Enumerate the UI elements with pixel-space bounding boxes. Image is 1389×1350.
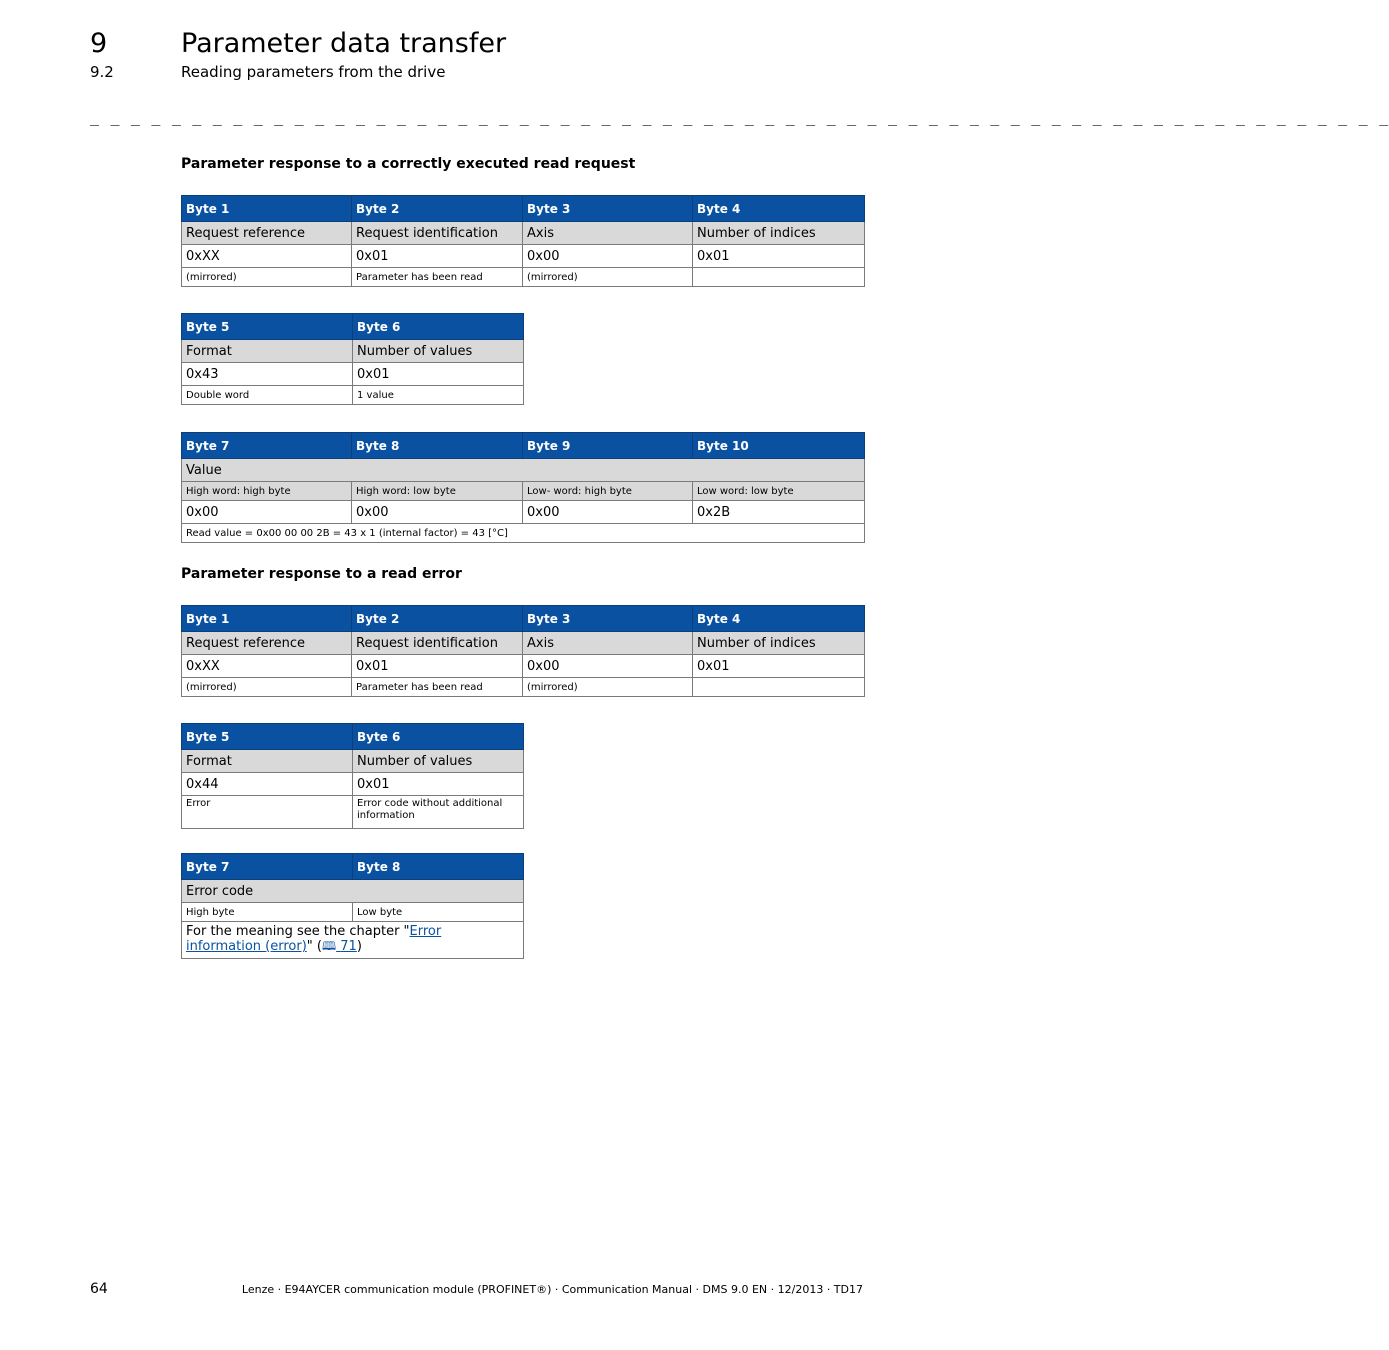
header-cell: Byte 2 xyxy=(352,196,523,222)
note-cell: (mirrored) xyxy=(523,678,693,697)
label-cell: Format xyxy=(182,750,353,773)
sublabel-cell: Low- word: high byte xyxy=(523,482,693,501)
footer-text: Lenze · E94AYCER communication module (PROFINET®) · Communication Manual · DMS 9.0 EN · 12/2013 · TD17 xyxy=(241,1283,863,1296)
note-cell xyxy=(693,268,865,287)
text-after: ) xyxy=(356,939,362,954)
value-cell: 0x01 xyxy=(693,245,865,268)
value-cell: 0x00 xyxy=(523,655,693,678)
label-cell: Number of indices xyxy=(693,632,865,655)
error-meaning-cell xyxy=(182,922,524,959)
note-cell: (mirrored) xyxy=(182,268,352,287)
header-cell: Byte 9 xyxy=(523,433,693,459)
value-cell: 0xXX xyxy=(182,245,352,268)
value-cell: 0x2B xyxy=(693,501,865,524)
header-cell: Byte 8 xyxy=(352,433,523,459)
page-reference-link[interactable] xyxy=(322,939,357,954)
header-cell: Byte 10 xyxy=(693,433,865,459)
heading-correct-read: Parameter response to a correctly executed read request xyxy=(181,156,636,172)
header-cell: Byte 1 xyxy=(182,196,352,222)
table-correct-bytes-7-10 xyxy=(181,432,865,543)
heading-read-error: Parameter response to a read error xyxy=(181,566,462,582)
label-cell: Format xyxy=(182,340,353,363)
label-cell: Request identification xyxy=(352,632,523,655)
value-cell: 0x01 xyxy=(693,655,865,678)
section-number: 9.2 xyxy=(90,63,114,81)
sublabel-cell: High byte xyxy=(182,903,353,922)
header-cell: Byte 6 xyxy=(353,724,524,750)
header-cell: Byte 7 xyxy=(182,854,353,880)
value-cell: 0x01 xyxy=(352,655,523,678)
note-cell: Error xyxy=(182,796,353,829)
value-cell: 0x00 xyxy=(352,501,523,524)
header-cell: Byte 4 xyxy=(693,196,865,222)
sublabel-cell: High word: low byte xyxy=(352,482,523,501)
label-cell: Number of values xyxy=(353,340,524,363)
note-cell: Double word xyxy=(182,386,353,405)
section-title: Reading parameters from the drive xyxy=(181,63,446,81)
note-cell: 1 value xyxy=(353,386,524,405)
note-cell: Parameter has been read xyxy=(352,268,523,287)
header-cell: Byte 3 xyxy=(523,196,693,222)
header-cell: Byte 5 xyxy=(182,724,353,750)
header-cell: Byte 7 xyxy=(182,433,352,459)
note-cell: Read value = 0x00 00 00 2B = 43 x 1 (internal factor) = 43 [°C] xyxy=(182,524,865,543)
header-separator: _ _ _ _ _ _ _ _ _ _ _ _ _ _ _ _ _ _ _ _ _ _ _ _ _ _ _ _ _ _ _ _ _ _ _ _ _ _ _ _ _ _ _ _ _ _ _ _ _ _ _ _ _ _ _ _ _ _ _ _ _ _ _ _ xyxy=(90,108,1389,126)
table-correct-bytes-1-4 xyxy=(181,195,865,287)
note-cell: Error code without additional information xyxy=(353,796,524,829)
table-error-bytes-7-8 xyxy=(181,853,524,959)
label-cell: Number of indices xyxy=(693,222,865,245)
value-cell: 0x00 xyxy=(523,245,693,268)
header-cell: Byte 8 xyxy=(353,854,524,880)
label-cell: Error code xyxy=(182,880,524,903)
value-cell: 0x01 xyxy=(353,363,524,386)
page-number: 64 xyxy=(90,1281,108,1297)
label-cell: Request identification xyxy=(352,222,523,245)
note-cell: Parameter has been read xyxy=(352,678,523,697)
text-middle: " ( xyxy=(306,939,322,954)
value-cell: 0x00 xyxy=(523,501,693,524)
sublabel-cell: Low byte xyxy=(353,903,524,922)
label-cell: Number of values xyxy=(353,750,524,773)
header-cell: Byte 5 xyxy=(182,314,353,340)
book-icon: 🕮 xyxy=(321,939,337,953)
note-cell: (mirrored) xyxy=(523,268,693,287)
table-error-bytes-1-4 xyxy=(181,605,865,697)
value-cell: 0x00 xyxy=(182,501,352,524)
header-cell: Byte 4 xyxy=(693,606,865,632)
header-cell: Byte 1 xyxy=(182,606,352,632)
label-cell: Value xyxy=(182,459,865,482)
text-before: For the meaning see the chapter " xyxy=(186,924,410,939)
value-cell: 0x43 xyxy=(182,363,353,386)
sublabel-cell: Low word: low byte xyxy=(693,482,865,501)
header-cell: Byte 6 xyxy=(353,314,524,340)
note-cell: (mirrored) xyxy=(182,678,352,697)
value-cell: 0x01 xyxy=(352,245,523,268)
error-information-link[interactable]: Error information (error) xyxy=(186,924,442,954)
label-cell: Axis xyxy=(523,222,693,245)
label-cell: Axis xyxy=(523,632,693,655)
value-cell: 0x44 xyxy=(182,773,353,796)
header-cell: Byte 3 xyxy=(523,606,693,632)
label-cell: Request reference xyxy=(182,222,352,245)
header-cell: Byte 2 xyxy=(352,606,523,632)
chapter-title: Parameter data transfer xyxy=(181,28,507,59)
sublabel-cell: High word: high byte xyxy=(182,482,352,501)
table-correct-bytes-5-6 xyxy=(181,313,524,405)
label-cell: Request reference xyxy=(182,632,352,655)
value-cell: 0xXX xyxy=(182,655,352,678)
chapter-number: 9 xyxy=(90,28,108,59)
page-ref-number: 71 xyxy=(340,939,357,954)
note-cell xyxy=(693,678,865,697)
table-error-bytes-5-6 xyxy=(181,723,524,829)
value-cell: 0x01 xyxy=(353,773,524,796)
